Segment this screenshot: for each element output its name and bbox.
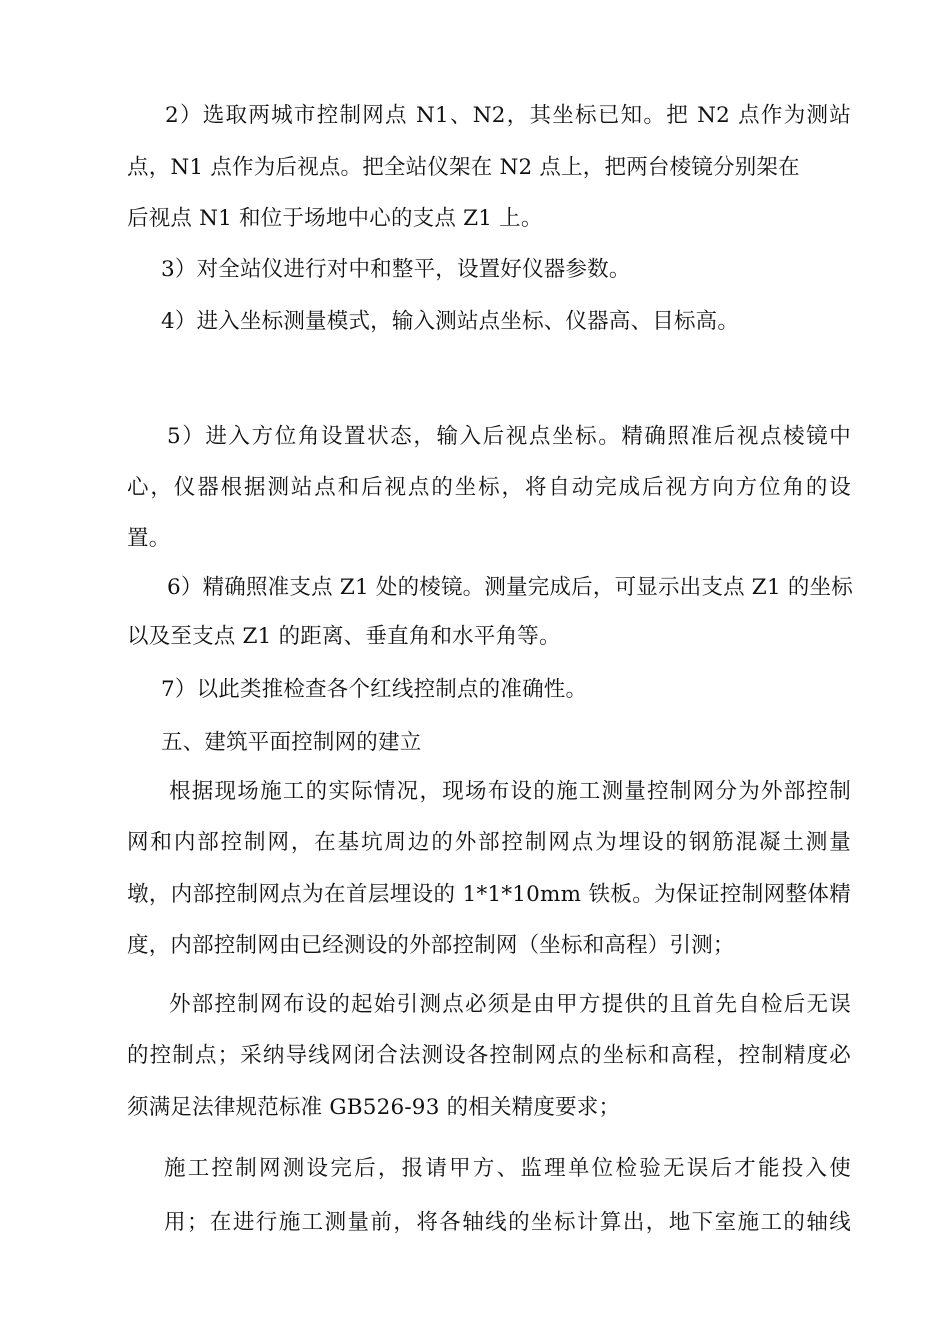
paragraph-line: 5）进入方位角设置状态，输入后视点坐标。精确照准后视点棱镜中 xyxy=(167,424,851,449)
section-heading: 五、建筑平面控制网的建立 xyxy=(161,730,422,755)
paragraph-line: 点，N1 点作为后视点。把全站仪架在 N2 点上，把两台棱镜分别架在 xyxy=(127,155,800,180)
paragraph-line: 用；在进行施工测量前，将各轴线的坐标计算出，地下室施工的轴线 xyxy=(164,1210,851,1235)
paragraph-line: 外部控制网布设的起始引测点必须是由甲方提供的且首先自检后无误 xyxy=(169,992,851,1017)
paragraph-line: 3）对全站仪进行对中和整平，设置好仪器参数。 xyxy=(161,257,631,282)
paragraph-line: 以及至支点 Z1 的距离、垂直角和水平角等。 xyxy=(127,624,561,649)
paragraph-line: 后视点 N1 和位于场地中心的支点 Z1 上。 xyxy=(127,206,543,231)
paragraph-line: 的控制点；采纳导线网闭合法测设各控制网点的坐标和高程，控制精度必 xyxy=(127,1043,851,1068)
paragraph-line: 置。 xyxy=(127,526,171,551)
paragraph-line: 网和内部控制网，在基坑周边的外部控制网点为埋设的钢筋混凝土测量 xyxy=(127,830,851,855)
paragraph-line: 施工控制网测设完后，报请甲方、监理单位检验无误后才能投入使 xyxy=(164,1156,851,1181)
paragraph-line: 6）精确照准支点 Z1 处的棱镜。测量完成后，可显示出支点 Z1 的坐标 xyxy=(167,575,853,600)
paragraph-line: 2）选取两城市控制网点 N1、N2，其坐标已知。把 N2 点作为测站 xyxy=(165,103,851,128)
paragraph-line: 墩，内部控制网点为在首层埋设的 1*1*10mm 铁板。为保证控制网整体精 xyxy=(127,882,851,907)
paragraph-line: 7）以此类推检查各个红线控制点的准确性。 xyxy=(161,677,588,702)
paragraph-line: 4）进入坐标测量模式，输入测站点坐标、仪器高、目标高。 xyxy=(161,309,740,334)
paragraph-line: 度，内部控制网由已经测设的外部控制网（坐标和高程）引测； xyxy=(127,933,735,958)
paragraph-line: 根据现场施工的实际情况，现场布设的施工测量控制网分为外部控制 xyxy=(169,779,851,804)
paragraph-line: 心，仪器根据测站点和后视点的坐标，将自动完成后视方向方位角的设 xyxy=(127,475,851,500)
paragraph-line: 须满足法律规范标准 GB526-93 的相关精度要求； xyxy=(127,1095,621,1120)
